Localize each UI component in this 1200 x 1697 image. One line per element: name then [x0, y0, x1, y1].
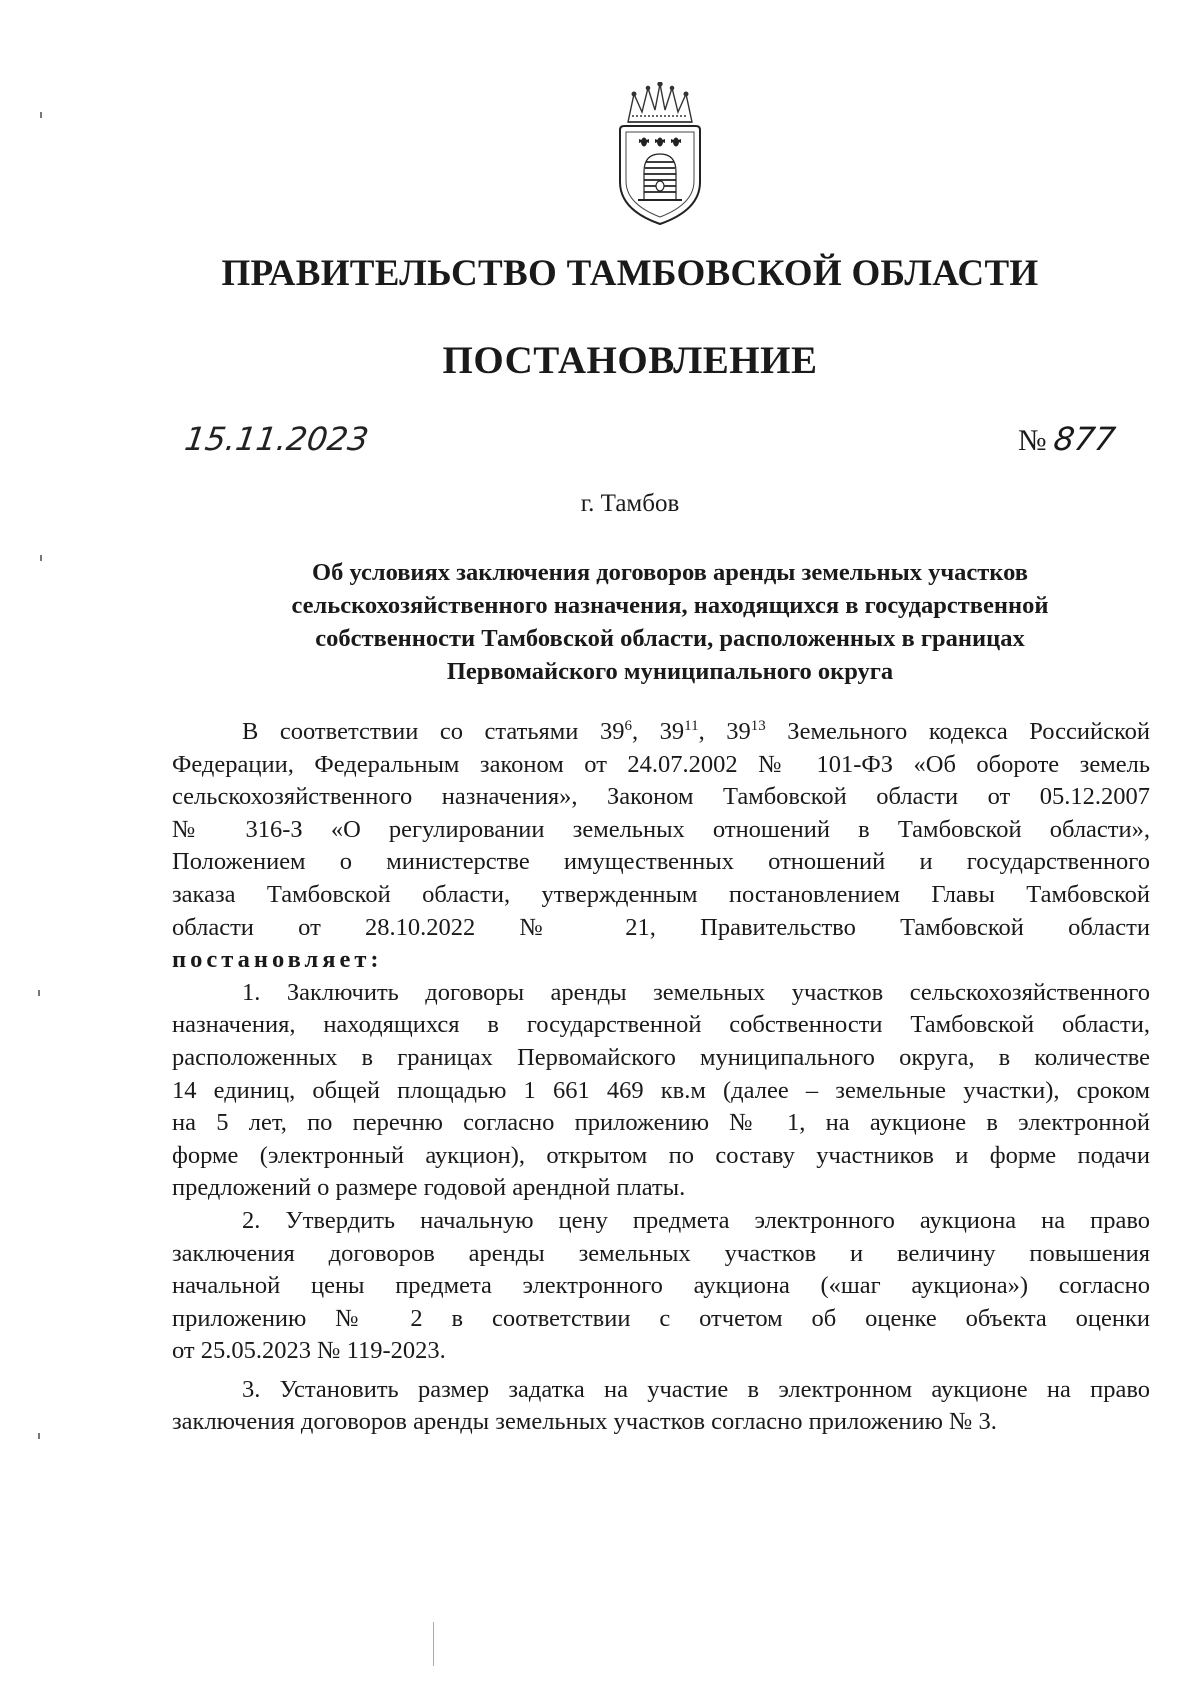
scan-artifact [40, 112, 42, 118]
preamble-text: Земельного кодекса Российской [765, 718, 1150, 745]
item-line: предложений о размере годовой арендной платы. [172, 1174, 686, 1202]
subject-line: Об условиях заключения договоров аренды земельных участков [312, 559, 1028, 586]
organization-title: ПРАВИТЕЛЬСТВО ТАМБОВСКОЙ ОБЛАСТИ [221, 253, 1039, 294]
preamble-line: № 316-З «О регулировании земельных отношений в Тамбовской области», [172, 815, 1150, 843]
item-line: на 5 лет, по перечню согласно приложению № 1, на аукционе в электронной [172, 1109, 1150, 1137]
preamble-text: , 39 [631, 718, 685, 745]
article-superscript: 13 [750, 718, 766, 734]
document-type-title: ПОСТАНОВЛЕНИЕ [442, 339, 818, 382]
number-prefix: № [1018, 424, 1047, 457]
item-line: 14 единиц, общей площадью 1 661 469 кв.м (далее – земельные участки), сроком [172, 1076, 1150, 1104]
document-number [1018, 420, 1118, 458]
item-1-paragraph [172, 977, 1150, 1205]
coat-of-arms-emblem [614, 82, 706, 228]
preamble-line: области от 28.10.2022 № 21, Правительство Тамбовской области [172, 913, 1150, 941]
item-line: приложению № 2 в соответствии с отчетом об оценке объекта оценки [172, 1304, 1150, 1332]
preamble-line: заказа Тамбовской области, утвержденным постановлением Главы Тамбовской [172, 880, 1150, 908]
decree-word: постановляет: [172, 946, 383, 974]
scan-artifact [433, 1622, 434, 1666]
preamble-text: В соответствии со статьями 39 [242, 718, 625, 745]
item-line: заключения договоров аренды земельных участков и величину повышения [172, 1239, 1150, 1267]
document-subject [210, 556, 1130, 688]
item-line: 3. Установить размер задатка на участие в электронном аукционе на право [242, 1375, 1150, 1403]
article-superscript: 11 [684, 718, 699, 734]
subject-line: собственности Тамбовской области, расположенных в границах [315, 625, 1025, 652]
preamble-line: Федерации, Федеральным законом от 24.07.2002 № 101-ФЗ «Об обороте земель [172, 750, 1150, 778]
item-3-paragraph [172, 1374, 1150, 1439]
item-line: 1. Заключить договоры аренды земельных участков сельскохозяйственного [242, 978, 1150, 1006]
scan-artifact [40, 555, 42, 561]
preamble-paragraph [172, 716, 1150, 977]
preamble-line: сельскохозяйственного назначения», Законом Тамбовской области от 05.12.2007 [172, 783, 1150, 811]
item-line: назначения, находящихся в государственной собственности Тамбовской области, [172, 1011, 1150, 1039]
preamble-line [172, 716, 1150, 749]
document-body [172, 716, 1150, 1439]
item-2-paragraph [172, 1205, 1150, 1368]
item-line: заключения договоров аренды земельных участков согласно приложению № 3. [172, 1408, 997, 1436]
article-superscript: 6 [624, 718, 632, 734]
document-date: 15.11.2023 [182, 420, 371, 458]
item-line: 2. Утвердить начальную цену предмета электронного аукциона на право [242, 1206, 1150, 1234]
item-line: расположенных в границах Первомайского муниципального округа, в количестве [172, 1043, 1150, 1071]
number-value: 877 [1051, 420, 1118, 458]
subject-line: Первомайского муниципального округа [446, 658, 894, 685]
preamble-text: , 39 [698, 718, 751, 745]
subject-line: сельскохозяйственного назначения, находящихся в государственной [291, 592, 1049, 619]
city-label: г. Тамбов [580, 490, 680, 517]
item-line: форме (электронный аукцион), открытом по составу участников и форме подачи [172, 1141, 1150, 1169]
preamble-line: Положением о министерстве имущественных отношений и государственного [172, 848, 1150, 876]
item-line: от 25.05.2023 № 119-2023. [172, 1337, 446, 1365]
scan-artifact [38, 1433, 40, 1439]
scan-artifact [38, 990, 40, 996]
item-line: начальной цены предмета электронного аукциона («шаг аукциона») согласно [172, 1272, 1150, 1300]
